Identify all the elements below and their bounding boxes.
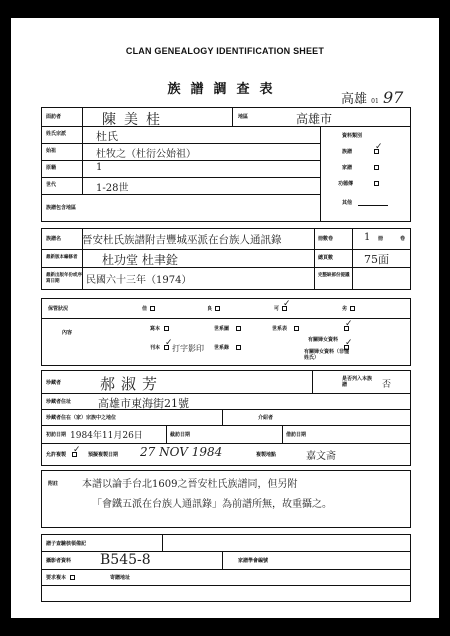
volumes-unit-book: 冊 <box>378 236 384 242</box>
surname-value: 杜氏 <box>96 130 118 143</box>
copy-date-label: 預擬複製日期 <box>88 452 119 458</box>
region-label: 地區 <box>238 114 249 120</box>
permit-copy-label: 允許複製 <box>46 452 67 458</box>
content-checkbox[interactable] <box>164 326 169 331</box>
content-option-label: 世系錄 <box>214 345 230 351</box>
material-type-label: 其他 <box>342 200 353 206</box>
section-footer <box>41 534 411 602</box>
owner-address-label: 珍藏者住址 <box>46 399 72 405</box>
corner-code-text: 高雄 <box>341 92 368 107</box>
ancestor-label: 始祖 <box>46 148 57 154</box>
condition-option-label: 可 <box>274 306 280 312</box>
content-label: 內容 <box>62 330 73 336</box>
notes-label: 附註 <box>48 481 59 487</box>
condition-option-label: 劣 <box>342 306 348 312</box>
section-notes <box>41 470 411 528</box>
editor-label: 最新版本編修者 <box>46 255 78 260</box>
required-copy-checkbox[interactable] <box>70 575 75 580</box>
film-value: B545-8 <box>100 552 151 568</box>
corner-code-number: 97 <box>382 88 404 107</box>
pubdate-label: 最新出版年份或序寫日期 <box>46 273 82 284</box>
film-label: 攝影者資料 <box>46 558 72 564</box>
genealogy-name-label: 族譜名 <box>46 236 62 242</box>
sheet-title-chinese: 族譜調查表 <box>167 82 283 97</box>
origin-value: 1 <box>96 162 103 173</box>
condition-option-label: 佳 <box>142 306 148 312</box>
origin-label: 原籍 <box>46 165 57 171</box>
genealogy-name-value: 晉安杜氏族譜附吉豐城巫派在台族人通訊錄 <box>82 234 282 246</box>
volumes-label: 冊數卷 <box>318 236 334 242</box>
material-type-label: 家譜 <box>342 165 353 171</box>
sheet-heading-english: CLAN GENEALOGY IDENTIFICATION SHEET <box>125 46 325 56</box>
content-option-label: 寫本 <box>150 326 161 332</box>
editor-value: 杜功堂 杜聿銓 <box>102 253 178 267</box>
reviewer-label: 譜子查驗核領備記 <box>46 541 87 547</box>
owner-value: 郝淑芳 <box>100 375 164 393</box>
notes-line-1: 本譜以論手台北1609之晉安杜氏族譜同，但另附 <box>82 479 298 490</box>
owner-address-value: 高雄市東海街21號 <box>98 397 189 410</box>
copier-label: 複製地點 <box>256 452 277 458</box>
section-basic-info <box>41 107 411 222</box>
check-mark-icon: ✓ <box>73 445 81 455</box>
condition-label: 保管狀況 <box>48 306 69 312</box>
material-type-label: 族譜 <box>342 149 353 155</box>
corner-code-small: 01 <box>371 98 379 105</box>
condition-checkbox[interactable] <box>350 306 355 311</box>
generation-label: 世代 <box>46 182 57 188</box>
check-mark-icon: ✓ <box>165 338 173 348</box>
borrow-date-label: 借訪日期 <box>286 432 307 438</box>
notes-line-2: 「會鐵五派在台族人通訊錄」為前譜所無，故重攝之。 <box>92 499 332 510</box>
material-class-label: 資料類別 <box>342 133 363 139</box>
content-checkbox[interactable] <box>294 326 299 331</box>
section-condition <box>41 298 411 366</box>
material-type-checkbox[interactable] <box>374 165 379 170</box>
check-mark-icon: ✓ <box>283 299 291 309</box>
home-status-label: 珍藏者住在（家）宗族中之地位 <box>46 415 117 421</box>
copier-value: 嘉文斋 <box>306 451 336 462</box>
surname-label: 姓氏宗派 <box>46 131 67 137</box>
check-mark-icon: ✓ <box>345 338 353 348</box>
section-note-label: 完整缺部份提議 <box>318 273 350 278</box>
clan-member-value: 否 <box>382 380 392 390</box>
content-option-label: 刊本 <box>150 345 161 351</box>
corner-code <box>341 88 403 107</box>
delivery-label: 寄贈地址 <box>110 575 131 581</box>
clan-member-label: 是否列入本族譜 <box>342 376 373 388</box>
material-type-checkbox[interactable] <box>374 181 379 186</box>
content-option-label: 有關婦女資料（非僅姓氏） <box>304 349 350 361</box>
pubdate-value: 民國六十三年（1974） <box>86 275 192 286</box>
pages-value: 75面 <box>364 253 389 266</box>
deadline-label: 截訪日期 <box>170 432 191 438</box>
collector-label: 面訪者 <box>46 114 62 120</box>
generation-value: 1-28世 <box>96 183 129 194</box>
region-cover-label: 族譜包含地區 <box>46 205 77 211</box>
required-copy-label: 要求複本 <box>46 575 67 581</box>
content-checkbox[interactable] <box>236 345 241 350</box>
home-record-label: 家譜學會編號 <box>238 558 269 564</box>
condition-option-label: 良 <box>207 306 213 312</box>
genealogy-sheet <box>11 18 439 618</box>
content-option-label: 有關婦女資料 <box>308 337 339 343</box>
content-print-note: 打字影印 <box>172 344 204 353</box>
section-genealogy-details <box>41 228 411 290</box>
interview-date-value: 1984年11月26日 <box>70 431 143 441</box>
content-checkbox[interactable] <box>236 326 241 331</box>
check-mark-icon: ✓ <box>375 142 383 152</box>
volumes-unit-scroll: 卷 <box>400 236 406 242</box>
copy-date-value: 27 NOV 1984 <box>140 445 223 459</box>
section-owner <box>41 370 411 466</box>
ancestor-value: 杜牧之（杜衍公始祖） <box>96 149 196 160</box>
material-type-label: 功德傳 <box>338 181 354 187</box>
introducer-label: 介紹者 <box>258 415 274 421</box>
owner-label: 珍藏者 <box>46 380 62 386</box>
condition-checkbox[interactable] <box>215 306 220 311</box>
interview-date-label: 初訪日期 <box>46 432 67 438</box>
region-value: 高雄市 <box>296 112 333 126</box>
check-mark-icon: ✓ <box>345 319 353 329</box>
content-option-label: 世系圖 <box>214 326 230 332</box>
collector-value: 陳美桂 <box>102 112 168 128</box>
condition-checkbox[interactable] <box>150 306 155 311</box>
content-option-label: 世系表 <box>272 326 288 332</box>
volumes-value: 1 <box>364 232 371 243</box>
pages-label: 總頁數 <box>318 255 334 261</box>
